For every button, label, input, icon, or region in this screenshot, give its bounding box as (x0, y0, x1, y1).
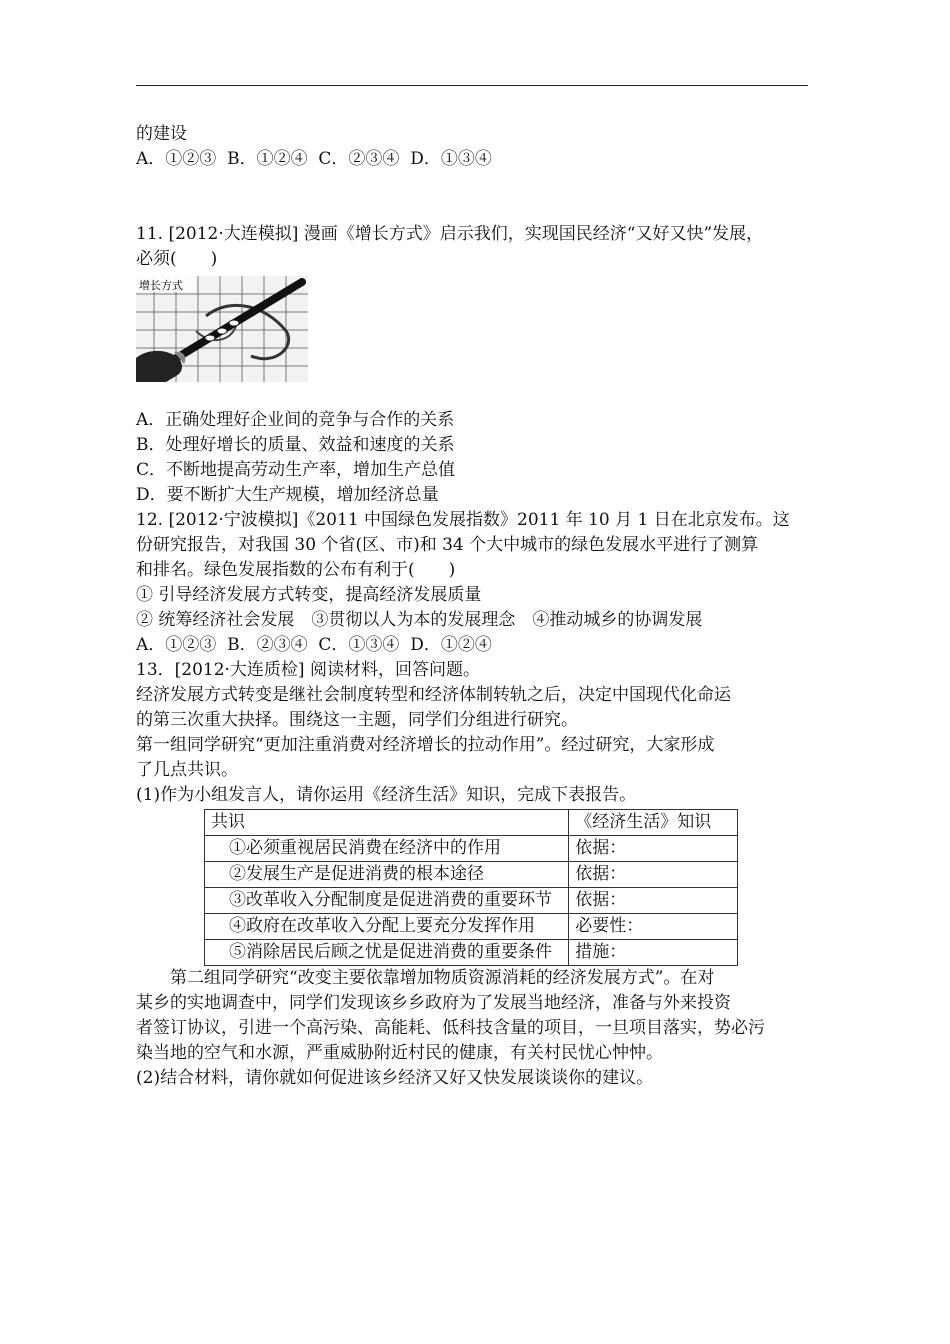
q13-para2-line1: 第一组同学研究“更加注重消费对经济增长的拉动作用”。经过研究，大家形成 (136, 735, 715, 755)
document-page (136, 122, 808, 1091)
table-cell: ①必须重视居民消费在经济中的作用 (205, 836, 569, 862)
table-cell: 依据： (569, 888, 738, 914)
table-header-row (205, 810, 738, 836)
q11-option-d: D．要不断扩大生产规模，增加经济总量 (136, 485, 439, 505)
cartoon-title: 增长方式 (139, 279, 183, 292)
q13-para2-line2: 了几点共识。 (136, 760, 238, 780)
table-row (205, 914, 738, 940)
q13-para3-line1: 第二组同学研究“改变主要依靠增加物质资源消耗的经济发展方式”。在对 (170, 968, 715, 988)
table-cell: 措施： (569, 940, 738, 966)
table-header-cell: 共识 (205, 810, 569, 836)
table-cell: ②发展生产是促进消费的根本途径 (205, 862, 569, 888)
consensus-table (204, 809, 738, 966)
q12-stem-line3: 和排名。绿色发展指数的公布有利于( ) (136, 560, 456, 580)
q12-stem-line1: 12. [2012·宁波模拟]《2011 中国绿色发展指数》2011 年 10 月 1 日在北京发布。这 (136, 510, 790, 530)
q11-option-a: A．正确处理好企业间的竞争与合作的关系 (136, 410, 455, 430)
q13-para3-line3: 者签订协议，引进一个高污染、高能耗、低科技含量的项目，一旦项目落实，势必污 (136, 1018, 765, 1038)
header-rule (136, 85, 808, 86)
q12-options: A．①②③ B．②③④ C．①③④ D．①②④ (136, 635, 492, 655)
table-row (205, 836, 738, 862)
q12-stem-line2: 份研究报告，对我国 30 个省(区、市)和 34 个大中城市的绿色发展水平进行了测算 (136, 535, 759, 555)
q13-subquestion-1: (1)作为小组发言人，请你运用《经济生活》知识，完成下表报告。 (136, 785, 637, 805)
table-cell: ⑤消除居民后顾之忧是促进消费的重要条件 (205, 940, 569, 966)
q11-stem-line2: 必须( ) (136, 249, 218, 269)
q13-para3-line2: 某乡的实地调查中，同学们发现该乡乡政府为了发展当地经济，准备与外来投资 (136, 993, 731, 1013)
q13-para3-line4: 染当地的空气和水源，严重威胁附近村民的健康，有关村民忧心忡忡。 (136, 1043, 663, 1063)
table-header-cell: 《经济生活》知识 (569, 810, 738, 836)
q13-para1-line1: 经济发展方式转变是继社会制度转型和经济体制转轨之后，决定中国现代化命运 (136, 685, 731, 705)
table-cell: 依据： (569, 862, 738, 888)
table-cell: 必要性： (569, 914, 738, 940)
q13-para1-line2: 的第三次重大抉择。围绕这一主题，同学们分组进行研究。 (136, 710, 578, 730)
table-row (205, 940, 738, 966)
q11-stem-line1: 11. [2012·大连模拟] 漫画《增长方式》启示我们，实现国民经济“又好又快”发展， (136, 224, 764, 244)
table-row (205, 862, 738, 888)
q11-option-b: B．处理好增长的质量、效益和速度的关系 (136, 435, 455, 455)
q12-items-line1: ① 引导经济发展方式转变，提高经济发展质量 (136, 585, 482, 605)
q13-subquestion-2: (2)结合材料，请你就如何促进该乡经济又好又快发展谈谈你的建议。 (136, 1068, 654, 1088)
growth-mode-cartoon (136, 276, 308, 382)
q11-option-c: C．不断地提高劳动生产率，增加生产总值 (136, 460, 456, 480)
q12-items-line2: ② 统筹经济社会发展 ③贯彻以人为本的发展理念 ④推动城乡的协调发展 (136, 610, 703, 630)
q13-stem: 13．[2012·大连质检] 阅读材料，回答问题。 (136, 660, 480, 680)
table-cell: ③改革收入分配制度是促进消费的重要环节 (205, 888, 569, 914)
table-cell: 依据： (569, 836, 738, 862)
prev-question-tail: 的建设 (136, 124, 187, 144)
table-row (205, 888, 738, 914)
prev-question-options: A．①②③ B．①②④ C．②③④ D．①③④ (136, 149, 492, 169)
table-cell: ④政府在改革收入分配上要充分发挥作用 (205, 914, 569, 940)
